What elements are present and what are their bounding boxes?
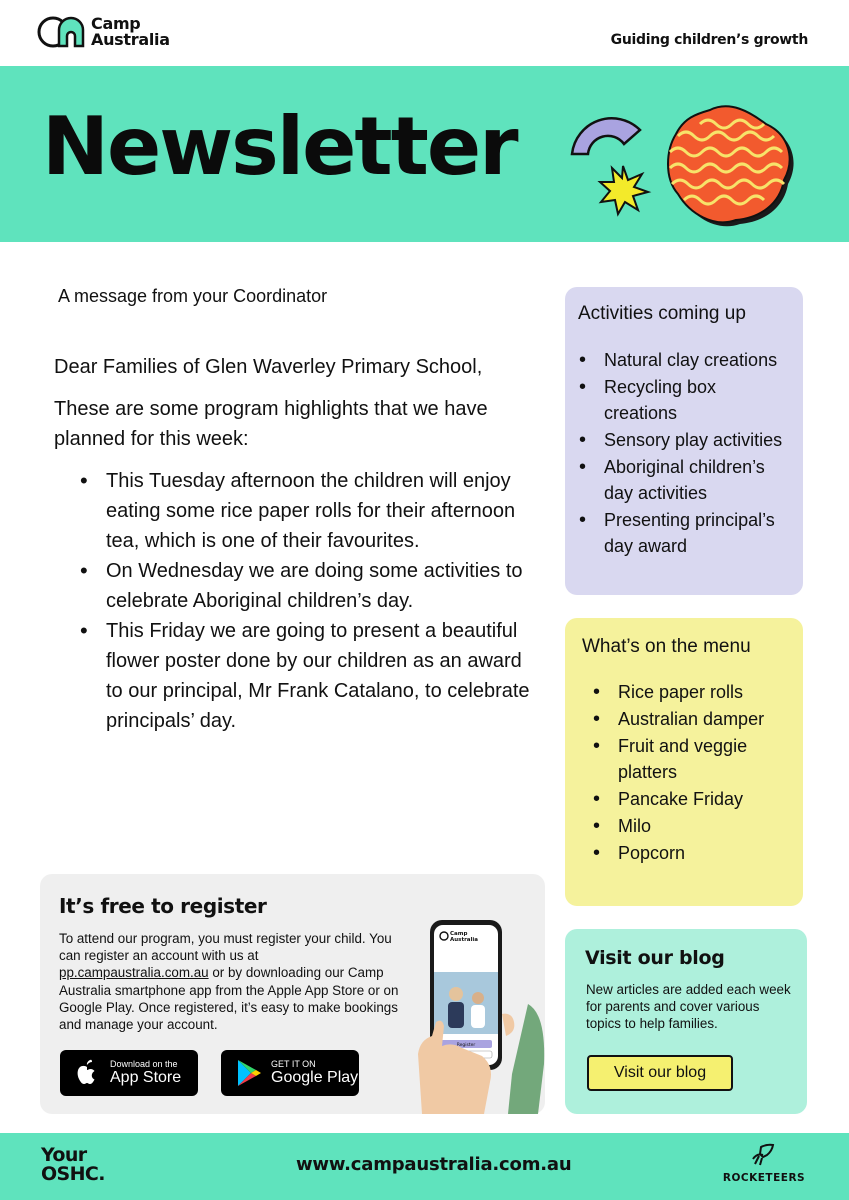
list-item: • Pancake Friday — [592, 786, 791, 812]
app-store-button[interactable] — [60, 1050, 198, 1096]
list-item: • Popcorn — [592, 840, 791, 866]
register-text-part-1: To attend our program, you must register your child. You can register an account with us at — [59, 931, 392, 964]
camp-australia-logo-icon — [37, 14, 89, 50]
list-item: • Presenting principal’s day award — [578, 507, 791, 559]
phone-in-hand-image — [418, 914, 546, 1114]
oshc-line-1: Your — [41, 1144, 87, 1166]
menu-list — [592, 679, 791, 866]
apple-icon — [70, 1056, 104, 1090]
greeting: Dear Families of Glen Waverley Primary School, — [54, 356, 483, 378]
phone-brand-line-1: Camp — [450, 931, 468, 937]
register-text — [59, 930, 404, 1033]
blog-title: Visit our blog — [585, 947, 725, 969]
hero-decoration — [560, 94, 800, 244]
app-store-small: Download on the — [110, 1059, 178, 1069]
activities-title: Activities coming up — [578, 303, 746, 324]
oshc-line-2: OSHC. — [41, 1163, 105, 1185]
list-item: • Natural clay creations — [578, 347, 791, 373]
coordinator-letter — [54, 352, 534, 736]
list-item: • On Wednesday we are doing some activities to celebrate Aboriginal children’s day. — [80, 556, 534, 616]
list-item: • Australian damper — [592, 706, 791, 732]
footer — [0, 1133, 849, 1200]
rocket-icon — [747, 1143, 781, 1167]
google-play-big: Google Play — [271, 1069, 359, 1086]
your-oshc-logo — [41, 1146, 105, 1184]
list-item: • Aboriginal children’s day activities — [578, 454, 791, 506]
google-play-label — [271, 1059, 358, 1087]
page-title: Newsletter — [42, 100, 517, 193]
camp-australia-logo[interactable] — [37, 14, 170, 50]
phone-register-button: Register — [456, 1043, 476, 1048]
highlights-list — [80, 466, 534, 736]
app-store-big: App Store — [110, 1069, 182, 1086]
register-link[interactable]: pp.campaustralia.com.au — [59, 965, 209, 981]
list-item: • This Friday we are going to present a beautiful flower poster done by our children as an award to our principal, Mr Frank Catalano, to celebrate principals’ day. — [80, 616, 534, 736]
website-link[interactable]: www.campaustralia.com.au — [296, 1154, 572, 1175]
list-item: • This Tuesday afternoon the children will enjoy eating some rice paper rolls for their afternoon tea, which is one of their favourites. — [80, 466, 534, 556]
tagline: Guiding children’s growth — [610, 32, 808, 48]
google-play-button[interactable] — [221, 1050, 359, 1096]
register-title: It’s free to register — [59, 894, 267, 918]
google-play-small: GET IT ON — [271, 1059, 316, 1069]
activities-box — [565, 287, 803, 595]
brand-line-2: Australia — [91, 30, 170, 49]
brand-line-1: Camp — [91, 14, 141, 33]
google-play-icon — [231, 1056, 265, 1090]
top-bar — [0, 0, 849, 66]
menu-box — [565, 618, 803, 906]
list-item: • Fruit and veggie platters — [592, 733, 791, 785]
activities-list — [578, 347, 791, 559]
list-item: • Milo — [592, 813, 791, 839]
hero-banner — [0, 66, 849, 242]
menu-title: What’s on the menu — [582, 636, 751, 657]
phone-brand-line-2: Australia — [450, 937, 478, 943]
wavy-blob-icon — [668, 106, 794, 226]
list-item: • Sensory play activities — [578, 427, 791, 453]
list-item: • Recycling box creations — [578, 374, 791, 426]
register-box — [40, 874, 545, 1114]
blog-box — [565, 929, 807, 1114]
blog-text: New articles are added each week for parents and cover various topics to help families. — [586, 982, 791, 1032]
star-burst-icon — [600, 166, 648, 214]
rocketeers-label: ROCKETEERS — [722, 1172, 806, 1184]
brand-name — [91, 16, 170, 48]
rocketeers-logo — [717, 1143, 811, 1189]
app-store-label — [110, 1059, 181, 1087]
visit-blog-button[interactable]: Visit our blog — [587, 1055, 733, 1091]
coordinator-heading: A message from your Coordinator — [58, 286, 328, 306]
intro-paragraph: These are some program highlights that we have planned for this week: — [54, 398, 488, 450]
arc-shape-icon — [572, 118, 640, 154]
list-item: • Rice paper rolls — [592, 679, 791, 705]
register-text-part-2: or by downloading our Camp Australia smartphone app from the Apple App Store or on Google Play. Once registered, it’s easy to make bookings and manage your account. — [59, 965, 399, 1033]
